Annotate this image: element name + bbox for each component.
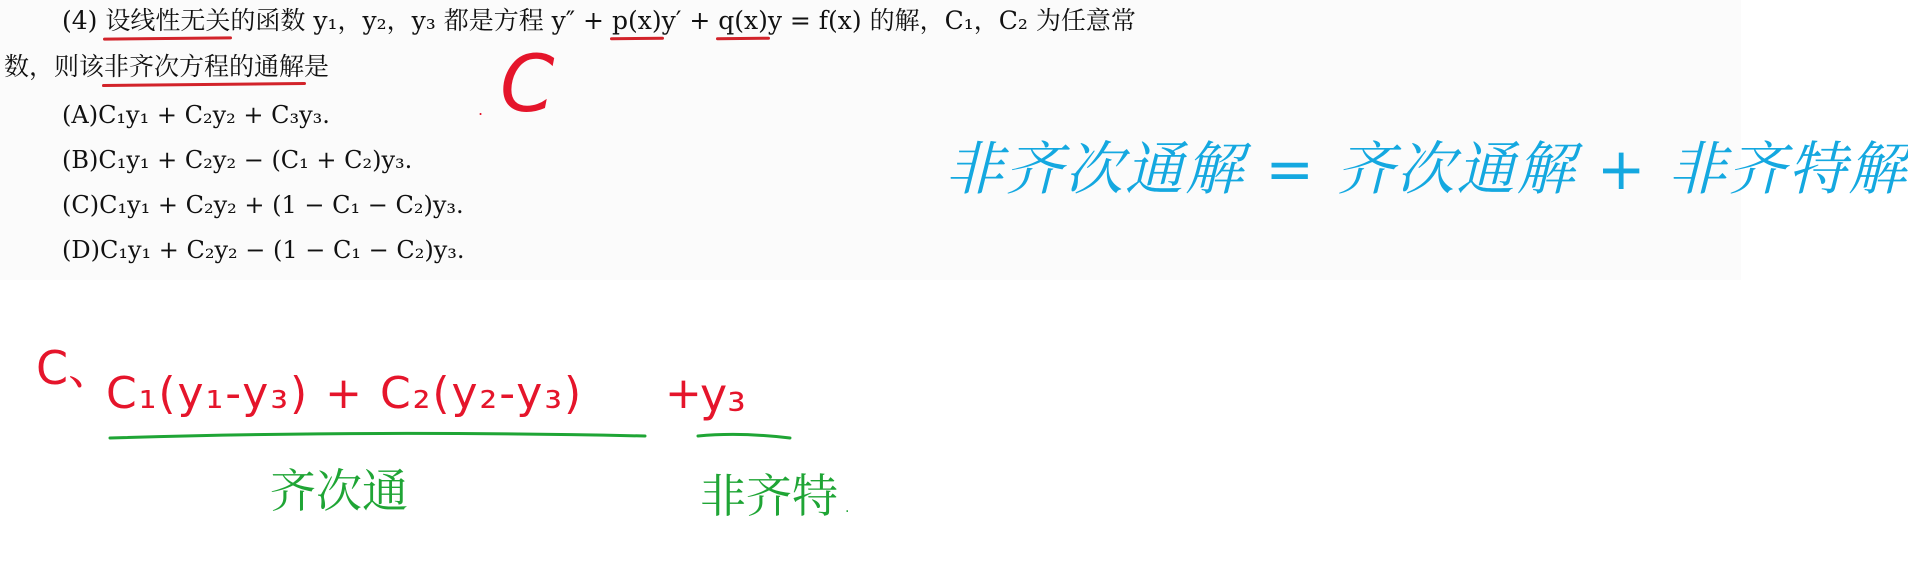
problem-text-segment: 是 bbox=[304, 52, 330, 81]
handwritten-answer-c: C bbox=[500, 40, 555, 130]
option-label: (D) bbox=[62, 236, 100, 264]
option-label: (C) bbox=[62, 191, 100, 219]
option-text: C₁y₁ + C₂y₂ − (C₁ + C₂)y₃. bbox=[98, 146, 413, 174]
option-label: (B) bbox=[62, 146, 99, 174]
problem-text-segment: 的函数 y₁，y₂，y₃ 都是方程 y″ + bbox=[230, 6, 612, 35]
label-nonhomogeneous-particular: 非齐特 bbox=[700, 469, 838, 523]
underlined-nonhomogeneous-general-solution: 非齐次方程的通解 bbox=[104, 52, 305, 81]
problem-text-segment: 数，则该 bbox=[4, 52, 105, 81]
option-label: (A) bbox=[62, 101, 99, 129]
handwritten-rule-note: 非齐次通解 = 齐次通解 + 非齐特解 bbox=[945, 135, 1908, 203]
option-text: C₁y₁ + C₂y₂ + (1 − C₁ − C₂)y₃. bbox=[99, 191, 464, 219]
green-underline-homogeneous bbox=[110, 433, 645, 438]
problem-text-segment: y′ + bbox=[661, 6, 719, 35]
handwritten-plus-sign: + bbox=[665, 368, 702, 419]
handwritten-dot: . bbox=[478, 100, 484, 119]
underlined-linearly-independent: 设线性无关 bbox=[105, 6, 231, 35]
underlined-p-of-x: p(x) bbox=[611, 6, 662, 35]
problem-text-segment: y = f(x) 的解，C₁，C₂ 为任意常 bbox=[767, 6, 1136, 35]
handwritten-answer-line: C、 bbox=[36, 341, 115, 395]
green-underline-particular bbox=[698, 434, 790, 438]
option-text: C₁y₁ + C₂y₂ − (1 − C₁ − C₂)y₃. bbox=[99, 236, 465, 264]
problem-number: (4) bbox=[62, 6, 106, 35]
label-homogeneous-general: 齐次通 bbox=[270, 464, 408, 518]
underlined-q-of-x: q(x) bbox=[718, 6, 768, 35]
option-text: C₁y₁ + C₂y₂ + C₃y₃. bbox=[98, 101, 330, 129]
handwritten-homogeneous-expression: C₁(y₁-y₃) + C₂(y₂-y₃) bbox=[106, 368, 584, 419]
handwritten-end-dot: . bbox=[845, 500, 850, 516]
handwritten-particular-expression: y₃ bbox=[700, 368, 746, 422]
